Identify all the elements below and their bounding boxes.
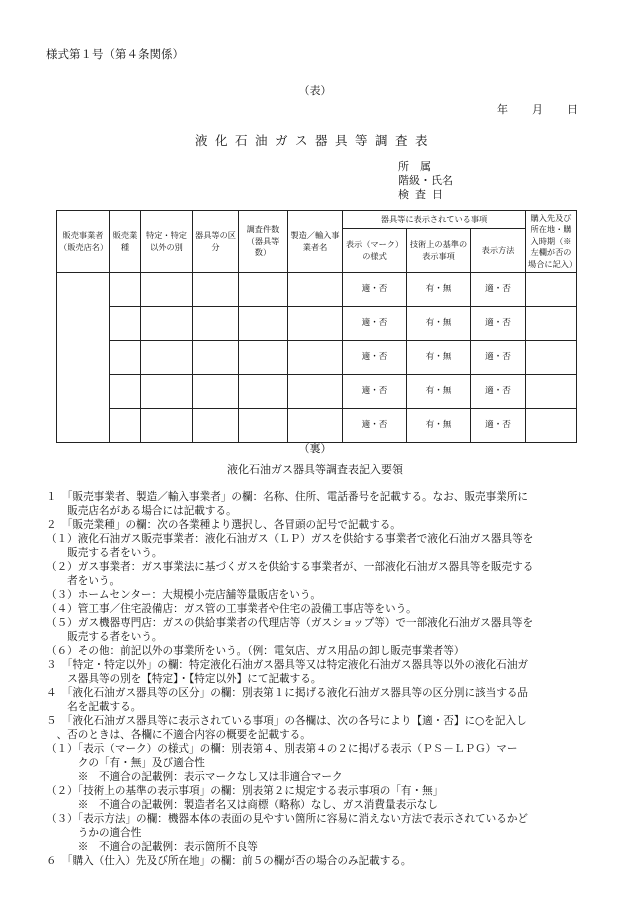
header-maker: 製造／輸入事業者名: [288, 211, 343, 273]
mark-cell[interactable]: 適・否: [343, 341, 407, 375]
maker-cell[interactable]: [288, 409, 343, 443]
count-cell[interactable]: [239, 341, 288, 375]
purchase-cell[interactable]: [526, 409, 577, 443]
seller-cell[interactable]: [57, 273, 110, 443]
category-cell[interactable]: [193, 341, 239, 375]
specified-cell[interactable]: [141, 375, 193, 409]
specified-cell[interactable]: [141, 273, 193, 307]
tech-cell[interactable]: 有・無: [407, 375, 471, 409]
purchase-cell[interactable]: [526, 307, 577, 341]
rank-name-field: 階級・氏名: [398, 174, 453, 187]
front-side-label: （表）: [298, 84, 332, 97]
guide-line: 販売店名がある場合には記載する。: [46, 505, 237, 517]
industry-cell[interactable]: [110, 375, 141, 409]
guide-line: （４）管工事／住宅設備店：ガス管の工事業者や住宅の設備工事店等をいう。: [46, 603, 417, 615]
category-cell[interactable]: [193, 307, 239, 341]
tech-cell[interactable]: 有・無: [407, 307, 471, 341]
guide-line: ス器具等の別を【特定】・【特定以外】にて記載する。: [46, 673, 322, 685]
guide-line: （３）ホームセンター：大規模小売店舗等量販店をいう。: [46, 589, 322, 601]
guide-line: ５ 「液化石油ガス器具等に表示されている事項」の各欄は、次の各号により【適・否】に○を記入し: [46, 715, 527, 727]
guide-line: （３）「表示方法」の欄：機器本体の表面の見やすい箇所に容易に消えない方法で表示されているかど: [46, 813, 529, 825]
method-cell[interactable]: 適・否: [471, 409, 526, 443]
guide-line: ※ 不適合の記載例：表示マークなし又は非適合マーク: [46, 771, 343, 783]
specified-cell[interactable]: [141, 341, 193, 375]
header-specified: 特定・特定以外の別: [141, 211, 193, 273]
guide-title: 液化石油ガス器具等調査表記入要領: [227, 463, 403, 476]
specified-cell[interactable]: [141, 307, 193, 341]
purchase-cell[interactable]: [526, 273, 577, 307]
header-display-group: 器具等に表示されている事項: [343, 211, 526, 229]
mark-cell[interactable]: 適・否: [343, 273, 407, 307]
purchase-cell[interactable]: [526, 341, 577, 375]
guide-line: うかの適合性: [46, 827, 142, 839]
form-number: 様式第１号（第４条関係）: [46, 47, 184, 61]
guide-line: ３ 「特定・特定以外」の欄：特定液化石油ガス器具等又は特定液化石油ガス器具等以外の液化石油ガ: [46, 659, 529, 671]
count-cell[interactable]: [239, 375, 288, 409]
method-cell[interactable]: 適・否: [471, 273, 526, 307]
method-cell[interactable]: 適・否: [471, 307, 526, 341]
header-purchase: 購入先及び所在地・購入時期（※左欄が否の場合に記入）: [526, 211, 577, 273]
method-cell[interactable]: 適・否: [471, 341, 526, 375]
industry-cell[interactable]: [110, 273, 141, 307]
table-row: [57, 273, 577, 307]
header-tech: 技術上の基準の表示事項: [407, 229, 471, 273]
guide-line: （１）「表示（マーク）の様式」の欄：別表第４、別表第４の２に掲げる表示（ＰＳ－ＬＰＧ）マー: [46, 743, 518, 755]
guide-line: ※ 不適合の記載例：表示箇所不良等: [46, 841, 258, 853]
guide-line: 、否のときは、各欄に不適合内容の概要を記載する。: [46, 729, 311, 741]
guide-line: （６）その他：前記以外の事業所をいう。（例：電気店、ガス用品の卸し販売事業者等）: [46, 645, 465, 657]
count-cell[interactable]: [239, 409, 288, 443]
maker-cell[interactable]: [288, 341, 343, 375]
maker-cell[interactable]: [288, 307, 343, 341]
mark-cell[interactable]: 適・否: [343, 375, 407, 409]
guide-line: ２ 「販売業種」の欄：次の各業種より選択し、各冒頭の記号で記載する。: [46, 519, 401, 531]
header-count: 調査件数（器具等数）: [239, 211, 288, 273]
table-row: [57, 409, 577, 443]
page-title: 液化石油ガス器具等調査表: [194, 133, 435, 148]
maker-cell[interactable]: [288, 375, 343, 409]
guide-line: 名を記載する。: [46, 701, 142, 713]
category-cell[interactable]: [193, 273, 239, 307]
category-cell[interactable]: [193, 409, 239, 443]
guide-line: 者をいう。: [46, 575, 121, 587]
guide-line: （１）液化石油ガス販売事業者：液化石油ガス（ＬＰ）ガスを供給する事業者で液化石油ガス器具等を: [46, 533, 534, 545]
mark-cell[interactable]: 適・否: [343, 409, 407, 443]
industry-cell[interactable]: [110, 409, 141, 443]
guide-line: （５）ガス機器専門店：ガスの供給事業者の代理店等（ガスショップ等）で一部液化石油ガス器具等を: [46, 617, 534, 629]
header-category: 器具等の区分: [193, 211, 239, 273]
header-method: 表示方法: [471, 229, 526, 273]
specified-cell[interactable]: [141, 409, 193, 443]
back-side-label: （裏）: [298, 442, 332, 455]
guide-line: ６ 「購入（仕入）先及び所在地」の欄：前５の欄が否の場合のみ記載する。: [46, 855, 412, 867]
industry-cell[interactable]: [110, 341, 141, 375]
table-row: [57, 375, 577, 409]
purchase-cell[interactable]: [526, 375, 577, 409]
tech-cell[interactable]: 有・無: [407, 341, 471, 375]
header-seller: 販売事業者（販売店名）: [57, 211, 110, 273]
guide-line: １ 「販売事業者、製造／輸入事業者」の欄：名称、住所、電話番号を記載する。なお、販売事業所に: [46, 491, 529, 503]
guide-line: ４ 「液化石油ガス器具等の区分」の欄：別表第１に掲げる液化石油ガス器具等の区分別に該当する品: [46, 687, 529, 699]
table-row: [57, 341, 577, 375]
guide-line: （２）「技術上の基準の表示事項」の欄：別表第２に規定する表示事項の「有・無」: [46, 785, 444, 797]
date-year: 年: [497, 103, 508, 116]
count-cell[interactable]: [239, 273, 288, 307]
mark-cell[interactable]: 適・否: [343, 307, 407, 341]
table-row: [57, 307, 577, 341]
guide-line: 販売する者をいう。: [46, 547, 163, 559]
industry-cell[interactable]: [110, 307, 141, 341]
tech-cell[interactable]: 有・無: [407, 409, 471, 443]
date-month: 月: [532, 103, 543, 116]
guide-line: （２）ガス事業者：ガス事業法に基づくガスを供給する事業者が、一部液化石油ガス器具等を販売する: [46, 561, 534, 573]
date-day: 日: [567, 103, 578, 116]
header-mark: 表示（マーク）の様式: [343, 229, 407, 273]
survey-table: [56, 210, 577, 443]
header-industry: 販売業種: [110, 211, 141, 273]
inspection-date-field: 検査日: [398, 188, 449, 201]
tech-cell[interactable]: 有・無: [407, 273, 471, 307]
guide-line: ※ 不適合の記載例：製造者名又は商標（略称）なし、ガス消費量表示なし: [46, 799, 438, 811]
count-cell[interactable]: [239, 307, 288, 341]
maker-cell[interactable]: [288, 273, 343, 307]
date-line: [497, 101, 578, 117]
category-cell[interactable]: [193, 375, 239, 409]
guide-line: クの「有・無」及び適合性: [46, 757, 205, 769]
method-cell[interactable]: 適・否: [471, 375, 526, 409]
guide-line: 販売する者をいう。: [46, 631, 163, 643]
affiliation-field: 所属: [398, 160, 442, 173]
